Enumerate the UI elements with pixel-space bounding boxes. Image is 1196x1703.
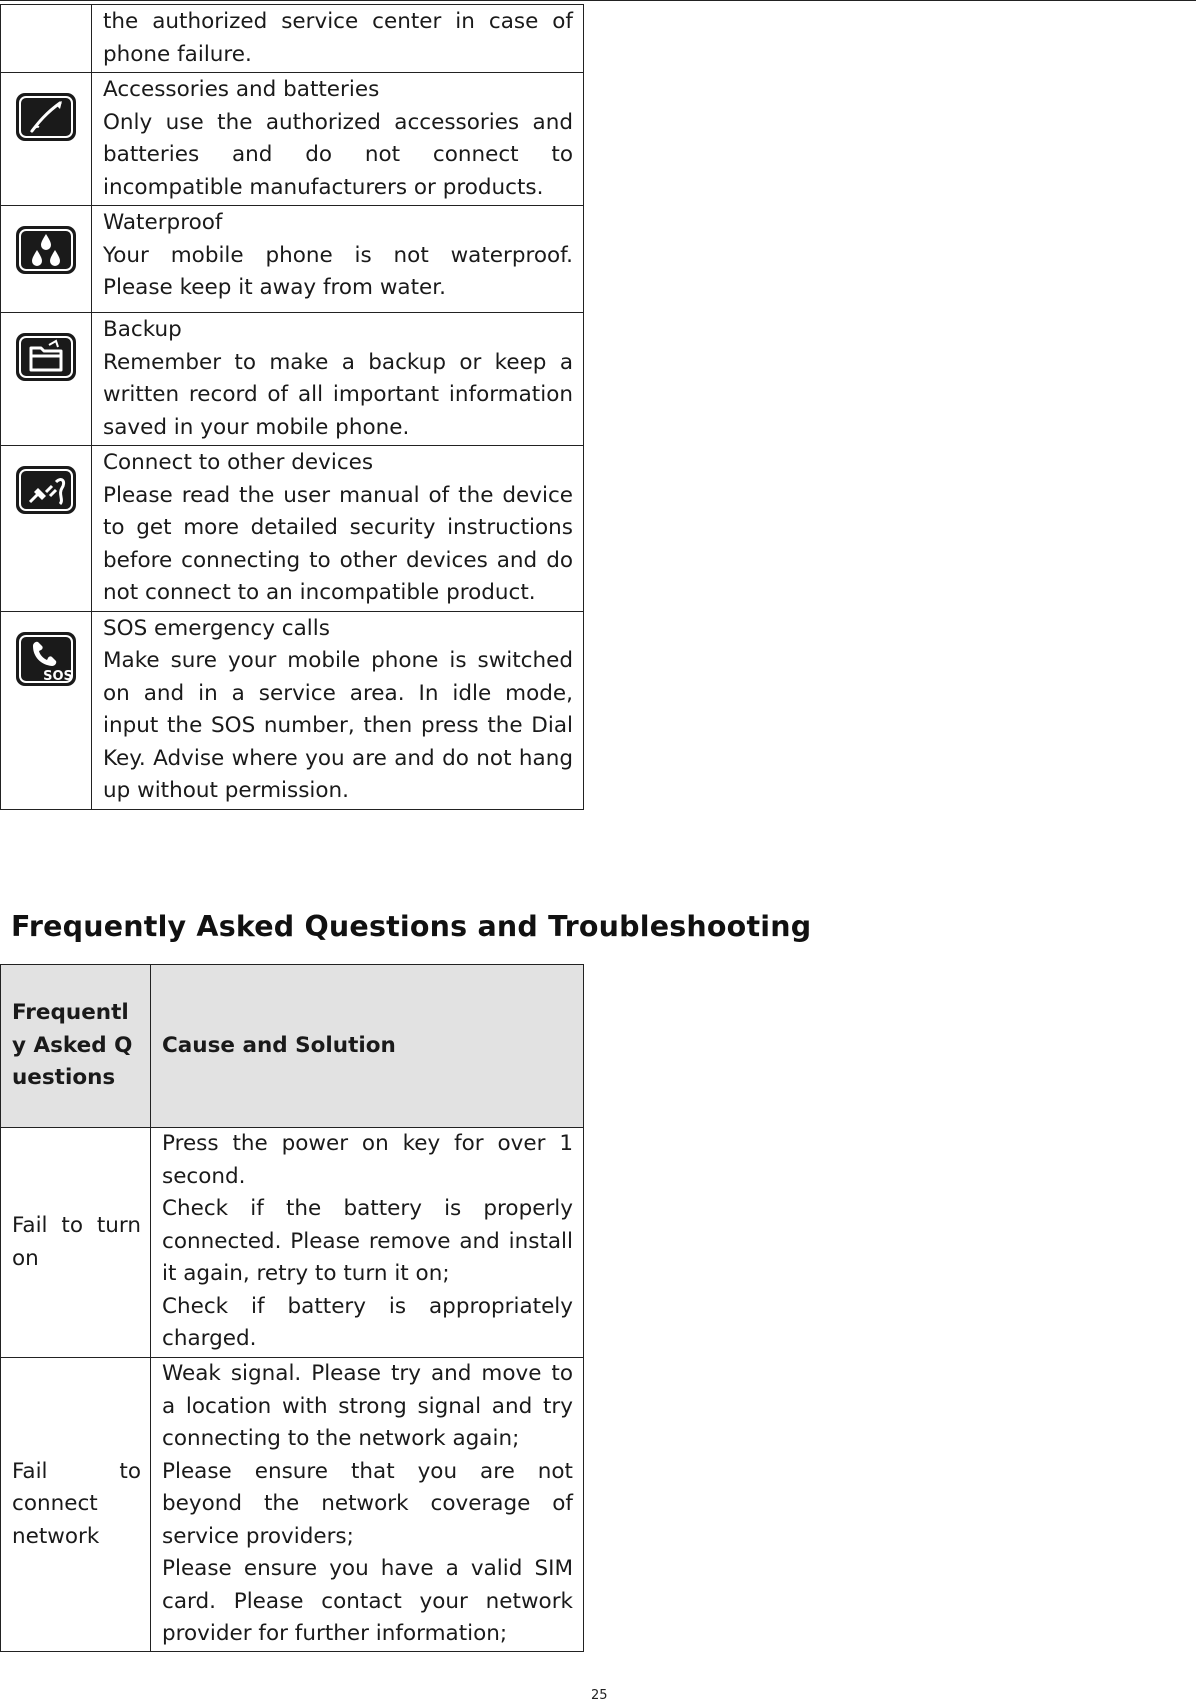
faq-question-cell [1, 1358, 151, 1652]
safety-text-cell [92, 73, 584, 206]
faq-header-question [1, 965, 151, 1128]
safety-row [1, 446, 584, 612]
faq-answer-line: Please ensure that you are not beyond the network coverage of service providers; [162, 1458, 573, 1549]
water-drops-icon [16, 226, 76, 274]
safety-text-cell [92, 206, 584, 313]
safety-row-title: Waterproof [103, 210, 223, 235]
faq-question: Fail to connect network [12, 1458, 141, 1549]
faq-header-answer [151, 965, 584, 1128]
safety-icon-cell [1, 446, 92, 612]
safety-icon-cell-empty [1, 5, 92, 73]
safety-text-cell [92, 313, 584, 446]
faq-answer-line: Check if battery is appropriately charged. [162, 1293, 573, 1351]
faq-answer-line: Press the power on key for over 1 second. [162, 1131, 573, 1189]
safety-icon-cell [1, 206, 92, 313]
safety-row [1, 206, 584, 313]
faq-answer-line: Check if the battery is properly connected. Please remove and install it again, retry to turn it on; [162, 1196, 573, 1286]
sos-phone-icon [16, 632, 76, 686]
safety-text-cell [92, 5, 584, 73]
faq-question: Fail to turn on [12, 1213, 141, 1271]
pen-brush-icon [16, 93, 76, 141]
faq-header-row [1, 965, 584, 1128]
safety-row [1, 73, 584, 206]
top-rule [0, 0, 1196, 1]
faq-row [1, 1358, 584, 1652]
faq-answer-cell [151, 1128, 584, 1358]
safety-text-cell [92, 611, 584, 809]
safety-row-body: Remember to make a backup or keep a written record of all important information saved in your mobile phone. [103, 349, 573, 440]
safety-icon-cell [1, 611, 92, 809]
safety-table [0, 4, 584, 810]
faq-table [0, 964, 584, 1652]
safety-row-body: Only use the authorized accessories and batteries and do not connect to incompatible manufacturers or products. [103, 109, 573, 200]
folder-backup-icon [16, 333, 76, 381]
faq-header-answer-label: Cause and Solution [162, 1032, 396, 1058]
faq-answer-line: Weak signal. Please try and move to a location with strong signal and try connecting to the network again; [162, 1361, 573, 1451]
faq-heading: Frequently Asked Questions and Troubleshooting [11, 910, 812, 943]
safety-row-body: Make sure your mobile phone is switched on and in a service area. In idle mode, input the SOS number, then press the Dial Key. Advise where you are and do not hang up without permission. [103, 648, 573, 803]
safety-icon-cell [1, 313, 92, 446]
safety-text-cell [92, 446, 584, 612]
safety-row [1, 611, 584, 809]
faq-answer-line: Please ensure you have a valid SIM card. Please contact your network provider for further information; [162, 1556, 573, 1646]
safety-row-title: Accessories and batteries [103, 77, 380, 102]
safety-row [1, 5, 584, 73]
safety-row-title: Connect to other devices [103, 450, 374, 475]
safety-row-body: Your mobile phone is not waterproof. Please keep it away from water. [103, 242, 573, 300]
sos-icon-label: SOS [43, 668, 73, 684]
safety-row-body: Please read the user manual of the device to get more detailed security instructions before connecting to other devices and do not connect to an incompatible product. [103, 482, 573, 605]
faq-question-cell [1, 1128, 151, 1358]
safety-row-title: SOS emergency calls [103, 615, 330, 641]
safety-icon-cell [1, 73, 92, 206]
safety-row-body: the authorized service center in case of phone failure. [103, 9, 573, 67]
faq-answer-cell [151, 1358, 584, 1652]
page-number: 25 [591, 1688, 608, 1703]
safety-row-title: Backup [103, 317, 182, 342]
faq-row [1, 1128, 584, 1358]
safety-row [1, 313, 584, 446]
faq-header-question-label: Frequently Asked Questions [12, 1000, 133, 1091]
plug-connect-icon [16, 466, 76, 514]
